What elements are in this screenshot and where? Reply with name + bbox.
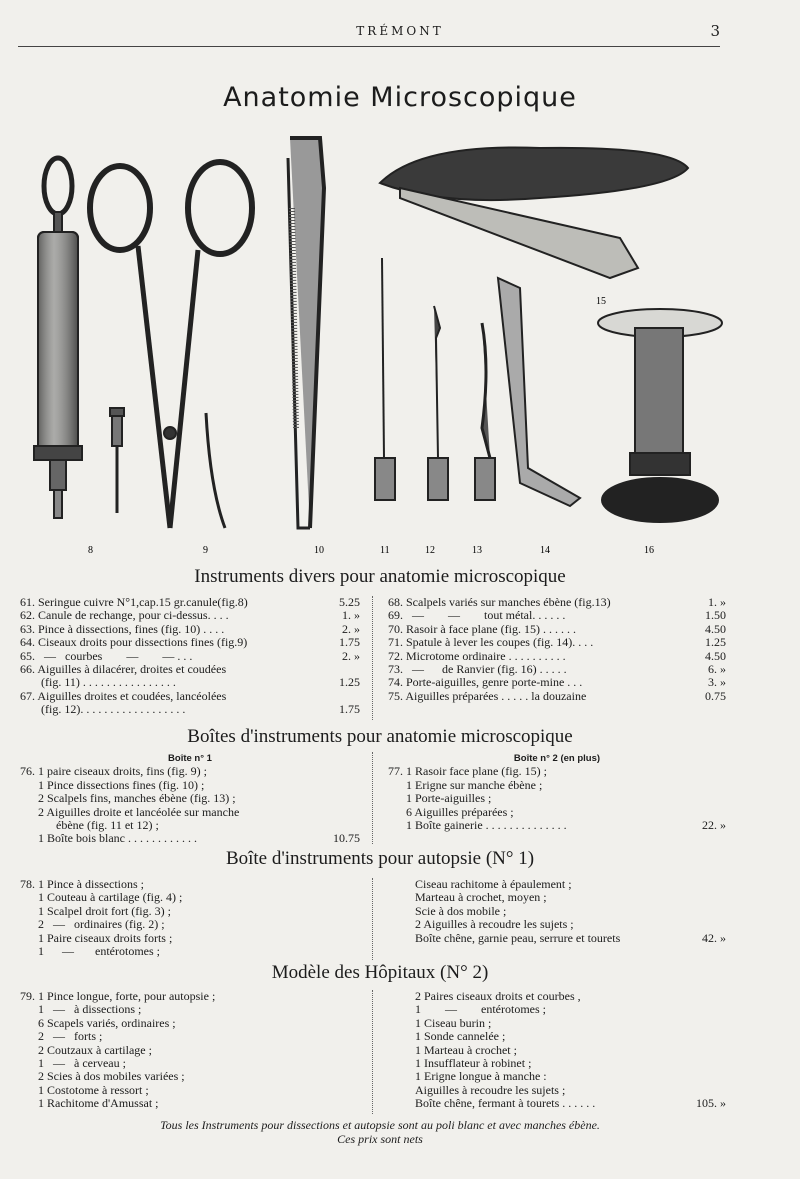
item-price (688, 792, 726, 805)
item-text: 2 — forts ; (20, 1030, 103, 1044)
item-price (688, 918, 726, 931)
list-item (20, 792, 360, 805)
fig-label-9: 9 (203, 545, 208, 556)
item-text: 77. 1 Rasoir face plane (fig. 15) ; (388, 765, 547, 779)
item-text: 62. Canule de rechange, pour ci-dessus. . . . (20, 609, 229, 623)
item-text: 1 Porte-aiguilles ; (388, 792, 492, 806)
column-divider (372, 596, 373, 720)
item-text: 61. Seringue cuivre N°1,cap.15 gr.canule(fig.8) (20, 596, 248, 609)
list-item (415, 1084, 726, 1097)
item-price (322, 1057, 360, 1070)
item-text: 2 Scies à dos mobiles variées ; (20, 1070, 185, 1084)
item-text: 76. 1 paire ciseaux droits, fins (fig. 9) ; (20, 765, 207, 779)
list-item (20, 765, 360, 778)
header-rule (18, 46, 720, 47)
item-price (322, 1003, 360, 1016)
item-text: 2 Aiguilles droite et lancéolée sur manche (20, 805, 240, 819)
item-price (322, 792, 360, 805)
list-item (388, 779, 726, 792)
section3-left-list (20, 878, 360, 958)
item-text: 1 Erigne longue à manche : (415, 1070, 547, 1084)
item-text: 6 Aiguilles préparées ; (388, 805, 514, 819)
list-item (20, 945, 360, 958)
item-text: Boîte chêne, garnie peau, serrure et tourets (415, 931, 621, 945)
section3-right-list (415, 878, 726, 945)
item-text: 69. — — tout métal. . . . . . (388, 609, 566, 623)
section4-right-list (415, 990, 726, 1111)
item-price (688, 1057, 726, 1070)
syringe-illustration (34, 158, 82, 518)
item-text: 74. Porte-aiguilles, genre porte-mine . . . (388, 676, 583, 690)
item-text: 1 Boîte gainerie . . . . . . . . . . . . . . (388, 819, 567, 833)
item-price: 3. » (708, 675, 726, 690)
item-price (322, 690, 360, 703)
list-item (415, 932, 726, 945)
list-item (20, 609, 360, 622)
boite1-subtitle: Boîte n° 1 (168, 753, 212, 764)
item-price (322, 1030, 360, 1043)
item-text: 1 Ciseau burin ; (415, 1016, 492, 1030)
item-text: 1 — entérotomes ; (20, 945, 160, 959)
item-price: 0.75 (705, 688, 726, 703)
section-title-autopsie: Boîte d'instruments pour autopsie (N° 1) (225, 848, 535, 869)
item-text: 1 Sonde cannelée ; (415, 1030, 506, 1044)
list-item (415, 1003, 726, 1016)
section1-right-list (388, 596, 726, 703)
list-item (20, 932, 360, 945)
list-item (388, 663, 726, 676)
list-item (20, 905, 360, 918)
list-item (415, 990, 726, 1003)
item-text: 1 — à cerveau ; (20, 1057, 126, 1071)
item-price (688, 765, 726, 778)
list-item (415, 878, 726, 891)
scissors-illustration (90, 162, 252, 528)
list-item (388, 676, 726, 689)
item-text: 1 Scalpel droit fort (fig. 3) ; (20, 904, 171, 918)
item-price: 1.25 (339, 675, 360, 690)
item-text: 67. Aiguilles droites et coudées, lancéolées (20, 689, 227, 703)
item-price: 1.75 (339, 635, 360, 650)
list-item (20, 1070, 360, 1083)
item-text: Aiguilles à recoudre les sujets ; (415, 1083, 566, 1097)
item-text: 64. Ciseaux droits pour dissections fines (fig.9) (20, 636, 248, 650)
footer-note (0, 1118, 760, 1146)
item-price: 6. » (708, 662, 726, 677)
item-price (322, 765, 360, 778)
item-price: 5.25 (339, 595, 360, 609)
item-price (688, 779, 726, 792)
section-title-instruments: Instruments divers pour anatomie microscopique (194, 566, 566, 587)
item-price: 1.50 (705, 608, 726, 623)
list-item (388, 650, 726, 663)
item-price (322, 1017, 360, 1030)
item-text: 68. Scalpels variés sur manches ébène (fig.13) (388, 596, 611, 609)
item-price (688, 1044, 726, 1057)
item-price (322, 663, 360, 676)
item-text: 70. Rasoir à face plane (fig. 15) . . . . . . (388, 622, 576, 636)
item-text: 1 Insufflateur à robinet ; (415, 1057, 532, 1071)
list-item (415, 1057, 726, 1070)
fig-label-10: 10 (314, 545, 324, 556)
item-price (322, 918, 360, 931)
list-item (388, 609, 726, 622)
item-text: 79. 1 Pince longue, forte, pour autopsie ; (20, 990, 216, 1003)
list-item (20, 596, 360, 609)
item-price (688, 1070, 726, 1083)
list-item (388, 636, 726, 649)
list-item (20, 623, 360, 636)
item-text: ébène (fig. 11 et 12) ; (20, 819, 159, 833)
item-text: 72. Microtome ordinaire . . . . . . . . . . (388, 649, 566, 663)
item-text: 78. 1 Pince à dissections ; (20, 878, 144, 891)
item-price: 4.50 (705, 621, 726, 636)
fig-label-14: 14 (540, 545, 550, 556)
forceps-illustration (288, 138, 324, 528)
list-item (20, 918, 360, 931)
item-text: 1 Marteau à crochet ; (415, 1043, 517, 1057)
column-divider (372, 752, 373, 844)
instruments-illustration (20, 128, 740, 558)
list-item (20, 819, 360, 832)
list-item (20, 1084, 360, 1097)
item-text: 66. Aiguilles à dilacérer, droites et coudées (20, 663, 227, 677)
footer-line-1: Tous les Instruments pour dissections et autopsie sont au poli blanc et avec manches ébène. (160, 1118, 600, 1132)
item-text: 1 — à dissections ; (20, 1003, 142, 1017)
list-item (20, 990, 360, 1003)
list-item (388, 806, 726, 819)
list-item (20, 891, 360, 904)
item-price (688, 806, 726, 819)
list-item (20, 703, 360, 716)
item-price (322, 779, 360, 792)
item-price: 4.50 (705, 648, 726, 663)
item-text: 63. Pince à dissections, fines (fig. 10) . . . . (20, 622, 225, 636)
list-item (388, 690, 726, 703)
item-price: 105. » (696, 1096, 726, 1111)
item-price (322, 878, 360, 891)
list-item (388, 623, 726, 636)
item-price: 1.75 (339, 702, 360, 717)
item-text: 2 Scalpels fins, manches ébène (fig. 13) ; (20, 792, 236, 806)
item-price (688, 878, 726, 891)
fig-label-16: 16 (644, 545, 654, 556)
list-item (388, 792, 726, 805)
column-divider (372, 878, 373, 960)
list-item (20, 1003, 360, 1016)
boite2-subtitle: Boîte n° 2 (en plus) (513, 753, 601, 764)
item-price (688, 891, 726, 904)
item-text: 1 Erigne sur manche ébène ; (388, 778, 543, 792)
item-text: 1 Pince dissections fines (fig. 10) ; (20, 778, 205, 792)
list-item (415, 1044, 726, 1057)
razor-illustration (380, 147, 688, 278)
list-item (20, 878, 360, 891)
list-item (415, 1030, 726, 1043)
list-item (20, 1057, 360, 1070)
item-text: 1 Rachitome d'Amussat ; (20, 1097, 159, 1111)
footer-line-2: Ces prix sont nets (337, 1132, 423, 1146)
item-price (688, 1003, 726, 1016)
list-item (415, 1070, 726, 1083)
item-price: 42. » (702, 930, 726, 945)
item-price (322, 819, 360, 832)
list-item (20, 779, 360, 792)
item-price: 10.75 (333, 831, 360, 846)
item-price (688, 1084, 726, 1097)
list-item (388, 765, 726, 778)
list-item (20, 676, 360, 689)
column-divider (372, 990, 373, 1114)
item-text: 1 — entérotomes ; (415, 1003, 546, 1017)
list-item (20, 663, 360, 676)
item-price (322, 932, 360, 945)
list-item (415, 905, 726, 918)
item-price (688, 990, 726, 1003)
page-number: 3 (710, 22, 720, 40)
canule-illustration (110, 408, 124, 513)
section2-right (388, 752, 726, 832)
item-text: 1 Couteau à cartilage (fig. 4) ; (20, 891, 183, 905)
item-text: 65. — courbes — — . . . (20, 649, 193, 663)
fig-label-13: 13 (472, 545, 482, 556)
item-text: 2 Aiguilles à recoudre les sujets ; (415, 918, 574, 932)
item-price (322, 1070, 360, 1083)
list-item (20, 1097, 360, 1110)
section2-left (20, 752, 360, 846)
fig-label-15: 15 (596, 296, 606, 307)
list-item (415, 1017, 726, 1030)
item-text: Ciseau rachitome à épaulement ; (415, 878, 572, 891)
list-item (20, 832, 360, 845)
section1-left-list (20, 596, 360, 717)
item-price (322, 905, 360, 918)
list-item (20, 1017, 360, 1030)
item-price (322, 945, 360, 958)
item-text: 2 — ordinaires (fig. 2) ; (20, 918, 165, 932)
item-text: 73. — de Ranvier (fig. 16) . . . . . (388, 663, 567, 677)
item-price (322, 891, 360, 904)
section4-left-list (20, 990, 360, 1111)
list-item (415, 891, 726, 904)
item-text: 6 Scapels variés, ordinaires ; (20, 1016, 176, 1030)
item-text: 1 Paire ciseaux droits forts ; (20, 931, 173, 945)
list-item (20, 1030, 360, 1043)
item-price (688, 1017, 726, 1030)
fig-label-11: 11 (380, 545, 390, 556)
item-text: 71. Spatule à lever les coupes (fig. 14). . . . (388, 636, 594, 650)
list-item (388, 596, 726, 609)
list-item (20, 806, 360, 819)
list-item (415, 918, 726, 931)
item-price: 1. » (342, 608, 360, 623)
item-text: 2 Paires ciseaux droits et courbes , (415, 990, 581, 1003)
item-price (322, 1044, 360, 1057)
item-text: Marteau à crochet, moyen ; (415, 891, 547, 905)
header-title: TRÉMONT (356, 24, 444, 38)
item-price: 1.25 (705, 635, 726, 650)
item-price (322, 990, 360, 1003)
list-item (415, 1097, 726, 1110)
item-text: 1 Costotome à ressort ; (20, 1083, 149, 1097)
item-price: 22. » (702, 818, 726, 833)
item-price (322, 806, 360, 819)
list-item (20, 1044, 360, 1057)
section-title-boites: Boîtes d'instruments pour anatomie microscopique (187, 726, 573, 747)
item-price: 2. » (342, 621, 360, 636)
list-item (20, 636, 360, 649)
list-item (20, 650, 360, 663)
item-price (322, 1097, 360, 1110)
item-text: 1 Boîte bois blanc . . . . . . . . . . . . (20, 832, 197, 846)
item-text: Scie à dos mobile ; (415, 904, 507, 918)
list-item (388, 819, 726, 832)
item-price (688, 905, 726, 918)
item-text: 75. Aiguilles préparées . . . . . la douzaine (388, 689, 587, 703)
item-text: 2 Coutzaux à cartilage ; (20, 1043, 152, 1057)
item-text: Boîte chêne, fermant à tourets . . . . . . (415, 1097, 596, 1111)
item-text: (fig. 12). . . . . . . . . . . . . . . . . . (20, 703, 186, 717)
item-price (322, 1084, 360, 1097)
fig-label-12: 12 (425, 545, 435, 556)
fig-label-8: 8 (88, 545, 93, 556)
item-price: 2. » (342, 648, 360, 663)
item-price: 1. » (708, 595, 726, 609)
list-item (20, 690, 360, 703)
item-text: (fig. 11) . . . . . . . . . . . . . . . . (20, 676, 176, 690)
main-title: Anatomie Microscopique (223, 82, 577, 113)
section-title-hopitaux: Modèle des Hôpitaux (N° 2) (271, 962, 489, 983)
microtome-illustration (598, 309, 722, 522)
item-price (688, 1030, 726, 1043)
